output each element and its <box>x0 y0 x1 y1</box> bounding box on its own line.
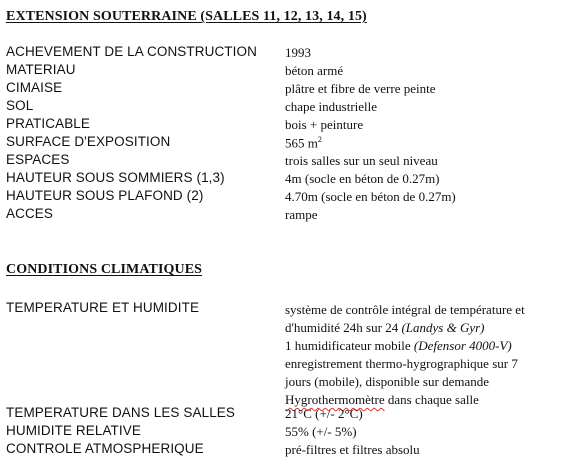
spec-row-sol <box>6 98 566 116</box>
spec-row-praticable <box>6 116 566 134</box>
spec-label: HAUTEUR SOUS SOMMIERS (1,3) <box>6 170 225 185</box>
spec-value: 55% (+/- 5%) <box>285 424 357 439</box>
description-line: jours (mobile), disponible sur demande <box>285 374 489 389</box>
description-text: d'humidité 24h sur 24 <box>285 320 402 335</box>
description-text: dans chaque salle <box>384 392 479 407</box>
spec-label: PRATICABLE <box>6 116 91 131</box>
description-text: 1 humidificateur mobile <box>285 338 414 353</box>
description-line: enregistrement thermo-hygrographique sur 7 <box>285 356 518 371</box>
spec-row-acces <box>6 206 566 224</box>
spec-value: 21°C (+/- 2°C) <box>285 406 363 421</box>
brand-name: (Landys & Gyr) <box>401 320 485 335</box>
spec-value: rampe <box>285 207 318 222</box>
spec-label: ACHEVEMENT DE LA CONSTRUCTION <box>6 44 257 59</box>
spec-label: MATERIAU <box>6 62 76 77</box>
spec-value: 4m (socle en béton de 0.27m) <box>285 171 440 186</box>
spec-label: TEMPERATURE DANS LES SALLES <box>6 405 236 420</box>
spec-row-humidite-relative <box>6 423 566 441</box>
spec-row-temperature-salles <box>6 405 566 423</box>
spec-value: trois salles sur un seul niveau <box>285 153 438 168</box>
spec-row-surface <box>6 134 566 152</box>
description-line: système de contrôle intégral de température et <box>285 302 525 317</box>
spec-label: CIMAISE <box>6 80 63 95</box>
surface-value: 565 m <box>285 135 318 151</box>
spec-row-materiau <box>6 62 566 80</box>
spec-value: plâtre et fibre de verre peinte <box>285 81 436 96</box>
spec-label: HUMIDITE RELATIVE <box>6 423 141 438</box>
spec-label: HAUTEUR SOUS PLAFOND (2) <box>6 188 204 203</box>
spec-label: ACCES <box>6 206 54 221</box>
spec-value <box>285 135 322 151</box>
spec-row-espaces <box>6 152 566 170</box>
spec-row-controle-atmospherique <box>6 441 566 459</box>
spec-label: ESPACES <box>6 152 70 167</box>
spec-value: 1993 <box>285 45 311 60</box>
spec-row-cimaise <box>6 80 566 98</box>
model-name: (Defensor 4000-V) <box>413 338 512 353</box>
spec-label: CONTROLE ATMOSPHERIQUE <box>6 441 204 456</box>
spec-value: bois + peinture <box>285 117 364 132</box>
section-title-extension: EXTENSION SOUTERRAINE (SALLES 11, 12, 13, 14, 15) <box>6 9 367 24</box>
spellcheck-word: Hygrothermomètre <box>285 392 385 407</box>
spec-label: TEMPERATURE ET HUMIDITE <box>6 300 200 315</box>
description-line <box>285 337 573 355</box>
temperature-humidite-description <box>285 301 573 409</box>
surface-unit-exponent: 2 <box>317 135 322 144</box>
spec-value: 4.70m (socle en béton de 0.27m) <box>285 189 456 204</box>
spec-label: SURFACE D'EXPOSITION <box>6 134 171 149</box>
spec-row-hauteur-plafond <box>6 188 566 206</box>
description-line <box>285 319 573 337</box>
spec-value: chape industrielle <box>285 99 378 114</box>
section-title-conditions: CONDITIONS CLIMATIQUES <box>6 262 203 277</box>
spec-label: SOL <box>6 98 34 113</box>
spec-value: pré-filtres et filtres absolu <box>285 442 420 457</box>
spec-value: béton armé <box>285 63 344 78</box>
spec-row-hauteur-sommiers <box>6 170 566 188</box>
spec-row-achevement <box>6 44 566 62</box>
